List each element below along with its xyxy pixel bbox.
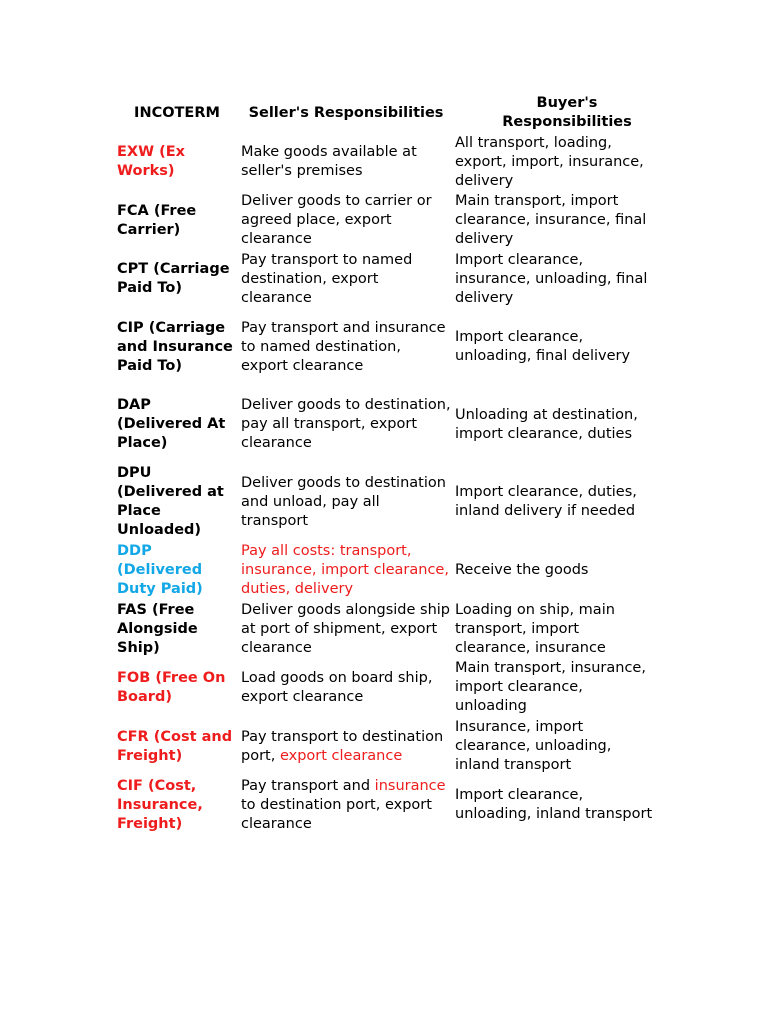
incoterm-cell: EXW (Ex Works) xyxy=(117,144,186,179)
incoterm-cell: CPT (Carriage Paid To) xyxy=(117,261,230,296)
incoterm-cell: DPU (Delivered at Place Unloaded) xyxy=(117,465,224,538)
seller-text: Pay all costs: transport, insurance, import clearance, duties, delivery xyxy=(241,543,449,597)
table-row xyxy=(113,658,653,717)
seller-text: Deliver goods alongside ship at port of shipment, export clearance xyxy=(241,601,451,656)
table-row xyxy=(113,386,653,463)
seller-cell xyxy=(237,133,451,191)
seller-text: Deliver goods to destination and unload, pay all transport xyxy=(241,474,446,529)
seller-cell xyxy=(237,717,451,776)
table-row xyxy=(113,600,653,658)
buyer-cell: Main transport, import clearance, insurance, final delivery xyxy=(455,193,647,247)
seller-cell xyxy=(237,191,451,250)
seller-cell xyxy=(237,463,451,541)
header-row xyxy=(113,93,653,133)
incoterm-cell: FAS (Free Alongside Ship) xyxy=(117,601,198,656)
table-row xyxy=(113,463,653,541)
buyer-cell: Import clearance, duties, inland delivery if needed xyxy=(455,484,637,519)
table-row xyxy=(113,308,653,386)
buyer-cell: Import clearance, unloading, inland transport xyxy=(455,787,653,822)
seller-text: Deliver goods to destination, pay all transport, export clearance xyxy=(241,397,451,451)
incoterm-cell: DAP (Delivered At Place) xyxy=(117,397,226,451)
incoterms-table xyxy=(113,93,653,834)
buyer-cell: Unloading at destination, import clearance, duties xyxy=(455,406,638,442)
table-row xyxy=(113,717,653,776)
table-row xyxy=(113,776,653,834)
buyer-cell: Insurance, import clearance, unloading, inland transport xyxy=(455,719,612,773)
seller-cell xyxy=(237,600,451,658)
seller-cell xyxy=(237,250,451,308)
buyer-cell: Receive the goods xyxy=(455,562,589,578)
seller-text: Pay transport and xyxy=(241,777,375,794)
buyer-cell: Loading on ship, main transport, import clearance, insurance xyxy=(455,601,615,656)
seller-text: Make goods available at seller's premises xyxy=(241,144,417,179)
incoterm-cell: CIP (Carriage and Insurance Paid To) xyxy=(117,319,233,374)
seller-text: Deliver goods to carrier or agreed place, export clearance xyxy=(241,193,432,247)
table-row xyxy=(113,133,653,191)
seller-cell xyxy=(237,386,451,463)
seller-text: insurance xyxy=(374,777,446,794)
seller-text: Pay transport and insurance to named destination, export clearance xyxy=(241,319,446,374)
seller-cell xyxy=(237,776,451,834)
incoterm-cell: FCA (Free Carrier) xyxy=(117,202,197,238)
incoterm-cell: DDP (Delivered Duty Paid) xyxy=(117,543,203,597)
table-row xyxy=(113,191,653,250)
seller-cell xyxy=(237,541,451,600)
seller-text: Load goods on board ship, export clearance xyxy=(241,669,433,705)
incoterm-cell: CFR (Cost and Freight) xyxy=(117,728,233,764)
table-row xyxy=(113,541,653,600)
incoterm-cell: FOB (Free On Board) xyxy=(117,669,226,705)
seller-text: Pay transport to destination port, xyxy=(241,728,444,764)
seller-text: export clearance xyxy=(279,747,403,764)
buyer-cell: Main transport, insurance, import clearance, unloading xyxy=(455,660,646,714)
seller-text: to destination port, export clearance xyxy=(241,796,432,832)
buyer-cell: Import clearance, insurance, unloading, final delivery xyxy=(455,251,648,306)
header-incoterm: INCOTERM xyxy=(134,104,220,121)
table-row xyxy=(113,250,653,308)
header-seller: Seller's Responsibilities xyxy=(248,104,444,121)
buyer-cell: Import clearance, unloading, final delivery xyxy=(455,329,631,364)
incoterm-cell: CIF (Cost, Insurance, Freight) xyxy=(117,777,203,832)
seller-text: Pay transport to named destination, export clearance xyxy=(241,251,413,306)
seller-cell xyxy=(237,658,451,717)
buyer-cell: All transport, loading, export, import, insurance, delivery xyxy=(455,134,644,189)
header-buyer: Buyer's Responsibilities xyxy=(502,95,632,130)
seller-cell xyxy=(237,308,451,386)
